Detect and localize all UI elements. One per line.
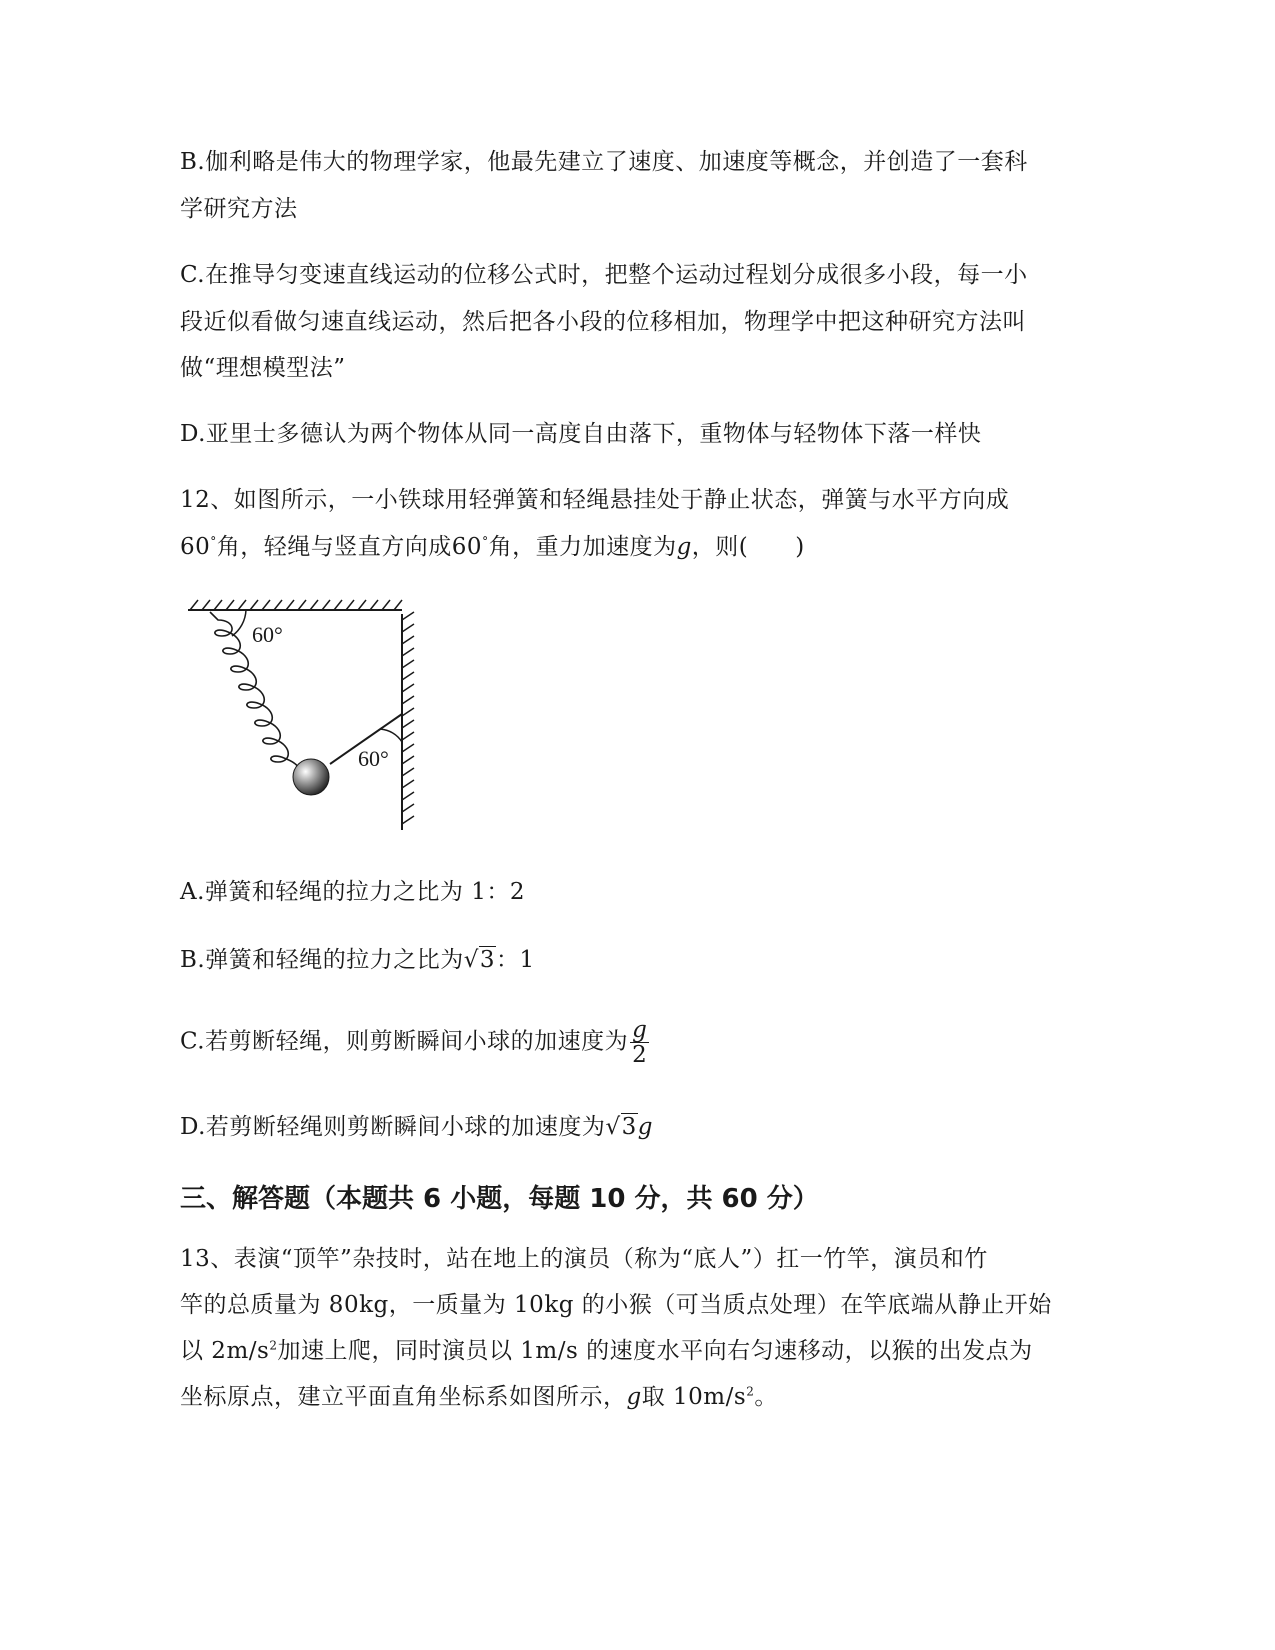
angle-label-side: 60° [358, 746, 389, 771]
ceiling [188, 600, 402, 610]
option-c-line-2: 段近似看做匀速直线运动，然后把各小段的位移相加，物理学中把这种研究方法叫 [180, 309, 1026, 335]
option-d-line: D.亚里士多德认为两个物体从同一高度自由落下，重物体与轻物体下落一样快 [180, 421, 982, 447]
question-13-line-4: 坐标原点，建立平面直角坐标系如图所示，g取 $10m/s^2$。 [180, 1384, 778, 1410]
option-b-line-2: 学研究方法 [180, 196, 298, 222]
question-13-line-3: 以 $2m/s^2$加速上爬，同时演员以 1m/s 的速度水平向右匀速移动，以猴的出发点为 [180, 1338, 1033, 1364]
spring-ball-diagram [180, 592, 430, 837]
option-a: A.弹簧和轻绳的拉力之比为 1：2 [180, 879, 525, 905]
question-13-line-2: 竿的总质量为 80kg，一质量为 10kg 的小猴（可当质点处理）在竿底端从静止开始 [180, 1292, 1052, 1318]
question-12-line-1: 12、如图所示，一小铁球用轻弹簧和轻绳悬挂处于静止状态，弹簧与水平方向成 [180, 487, 1010, 513]
option-c: C.若剪断轻绳，则剪断瞬间小球的加速度为 $\frac{g}{2}$ [180, 1017, 648, 1069]
sqrt-symbol: √3 [605, 1114, 637, 1140]
option-c-line-1: C.在推导匀变速直线运动的位移公式时，把整个运动过程划分成很多小段，每一小 [180, 262, 1028, 288]
question-12-line-2: 60°角，轻绳与竖直方向成60°角，重力加速度为g，则( ) [180, 534, 805, 560]
angle-arc-side [380, 729, 402, 742]
fraction-g-over-2: $\frac{g}{2}$ [632, 1017, 648, 1069]
wall [402, 612, 414, 830]
option-b: B.弹簧和轻绳的拉力之比为√3：1 [180, 947, 535, 973]
option-d: D.若剪断轻绳则剪断瞬间小球的加速度为√3g [180, 1114, 653, 1140]
section-3-heading: 三、解答题（本题共 6 小题，每题 10 分，共 60 分） [180, 1184, 819, 1214]
sqrt-symbol: √3 [463, 947, 496, 973]
angle-arc-top [232, 610, 246, 636]
question-13-line-1: 13、表演“顶竿”杂技时，站在地上的演员（称为“底人”）扛一竹竿，演员和竹 [180, 1246, 988, 1272]
iron-ball [293, 759, 329, 795]
option-b-line-1: B.伽利略是伟大的物理学家，他最先建立了速度、加速度等概念，并创造了一套科 [180, 149, 1028, 175]
option-c-line-3: 做“理想模型法” [180, 355, 346, 381]
angle-label-top: 60° [252, 622, 283, 647]
